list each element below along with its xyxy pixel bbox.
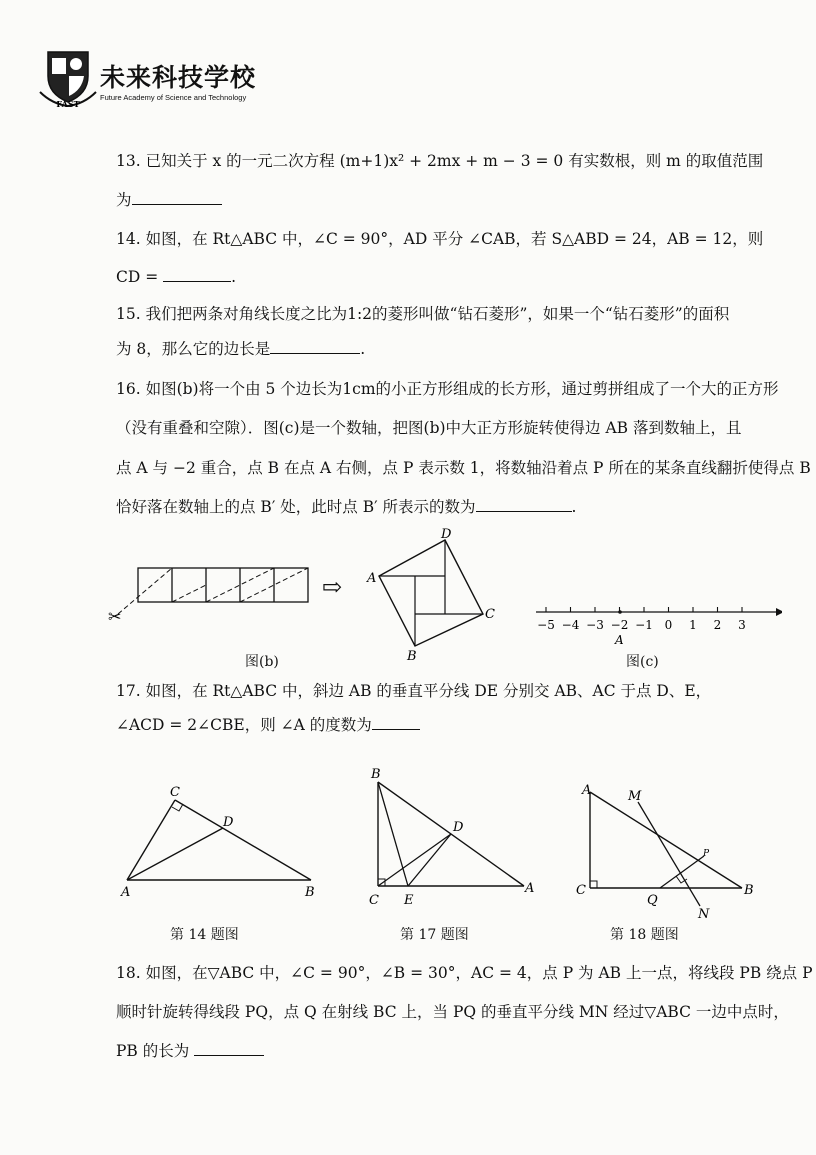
fig17-label-d: D <box>453 820 464 835</box>
q16-line4b: . <box>571 498 577 516</box>
q17-answer-blank[interactable] <box>372 715 420 730</box>
fig18-label-c: C <box>576 883 586 898</box>
fig14-label-c: C <box>170 785 180 800</box>
q17-line2a: ∠ACD = 2∠CBE，则 ∠A 的度数为 <box>116 716 372 734</box>
fig-b-label-c: C <box>485 607 495 622</box>
school-emblem <box>38 46 98 106</box>
fig17-label-c: C <box>369 893 379 908</box>
fig18-label-b: B <box>744 883 754 898</box>
fig-c-caption: 图(c) <box>626 654 659 670</box>
q16-line4a: 恰好落在数轴上的点 B′ 处，此时点 B′ 所表示的数为 <box>116 498 476 516</box>
fig-b-label-b: B <box>407 649 417 663</box>
emblem-text: FAST <box>56 99 80 108</box>
q14-line2-container <box>116 266 236 288</box>
q15-answer-blank[interactable] <box>270 339 360 354</box>
number-line-tick-label: −2 <box>610 618 629 632</box>
figure-c-number-line <box>532 600 782 648</box>
q18-answer-blank[interactable] <box>194 1041 264 1056</box>
q13-line1: 13. 已知关于 x 的一元二次方程 (m+1)x² + 2mx + m − 3 = 0 有实数根，则 m 的取值范围 <box>116 152 764 170</box>
arrow-right-icon: ⇨ <box>322 573 343 601</box>
fig17-label-e: E <box>404 893 414 908</box>
q15-line1: 15. 我们把两条对角线长度之比为1:2的菱形叫做“钻石菱形”，如果一个“钻石菱形”的面积 <box>116 305 730 323</box>
q13-answer-blank[interactable] <box>132 190 222 205</box>
q18-line1: 18. 如图，在▽ABC 中，∠C = 90°，∠B = 30°，AC = 4，点 P 为 AB 上一点，将线段 PB 绕点 P <box>116 964 813 982</box>
figure-17 <box>362 762 547 912</box>
q18-line3: PB 的长为 <box>116 1042 190 1060</box>
fig18-caption: 第 18 题图 <box>610 927 679 943</box>
q16-line1: 16. 如图(b)将一个由 5 个边长为1cm的小正方形组成的长方形，通过剪拼组成了一个大的正方形 <box>116 380 779 398</box>
fig14-label-a: A <box>121 885 131 900</box>
q16-answer-blank[interactable] <box>476 497 572 512</box>
fig14-caption: 第 14 题图 <box>170 927 239 943</box>
fig14-label-d: D <box>223 815 234 830</box>
number-line-tick-label: 0 <box>664 618 673 632</box>
school-name: 未来科技学校 <box>100 63 257 92</box>
scissors-icon: ✂ <box>108 607 122 626</box>
q18-line2: 顺时针旋转得线段 PQ，点 Q 在射线 BC 上，当 PQ 的垂直平分线 MN 经过▽ABC 一边中点时， <box>116 1003 789 1021</box>
fig17-label-a: A <box>525 881 535 896</box>
fig18-label-n: N <box>698 907 710 920</box>
fig17-label-b: B <box>371 767 381 782</box>
number-line-tick-label: 2 <box>713 618 722 632</box>
number-line-tick-label: 3 <box>738 618 746 632</box>
q15-line2b: . <box>360 340 366 358</box>
q16-line3: 点 A 与 −2 重合，点 B 在点 A 右侧，点 P 表示数 1，将数轴沿着点 P 所在的某条直线翻折使得点 B <box>116 459 811 477</box>
q17-line2-container <box>116 714 420 736</box>
q17-line1: 17. 如图，在 Rt△ABC 中，斜边 AB 的垂直平分线 DE 分别交 AB、AC 于点 D、E， <box>116 682 712 700</box>
fig18-label-p: P <box>703 849 710 859</box>
q18-line3-container <box>116 1040 264 1062</box>
fig18-label-a: A <box>582 783 592 798</box>
q15-line2a: 为 8，那么它的边长是 <box>116 340 271 358</box>
q14-line2a: CD = <box>116 268 159 286</box>
fig-b-label-d: D <box>441 528 452 542</box>
figure-b-square <box>365 528 495 663</box>
fig14-label-b: B <box>305 885 315 900</box>
fig17-caption: 第 17 题图 <box>400 927 469 943</box>
q13-line2: 为 <box>116 191 132 209</box>
fig18-label-q: Q <box>647 893 658 908</box>
number-line-tick-label: −5 <box>537 618 555 632</box>
q16-line2: （没有重叠和空隙）．图(c)是一个数轴，把图(b)中大正方形旋转使得边 AB 落到数轴上，且 <box>116 419 742 437</box>
fig18-label-m: M <box>628 789 642 804</box>
q14-answer-blank[interactable] <box>163 267 231 282</box>
figure-b-rectangle <box>108 560 318 640</box>
number-line-tick-label: −4 <box>561 618 580 632</box>
q13-line2-container <box>116 189 222 211</box>
q16-line4-container <box>116 496 576 518</box>
school-name-en: Future Academy of Science and Technology <box>100 93 247 102</box>
number-line-tick-label: −1 <box>635 618 653 632</box>
figure-18 <box>572 780 762 920</box>
q14-line2b: . <box>231 268 237 286</box>
fig-b-label-a: A <box>367 571 377 586</box>
fig-c-label-a: A <box>615 633 624 647</box>
figure-14 <box>115 780 325 900</box>
fig-b-caption: 图(b) <box>245 654 279 670</box>
number-line-tick-label: −3 <box>586 618 604 632</box>
number-line-tick-label: 1 <box>689 618 697 632</box>
q14-line1: 14. 如图，在 Rt△ABC 中，∠C = 90°，AD 平分 ∠CAB，若 S△ABD = 24，AB = 12，则 <box>116 230 764 248</box>
q15-line2-container <box>116 338 365 360</box>
